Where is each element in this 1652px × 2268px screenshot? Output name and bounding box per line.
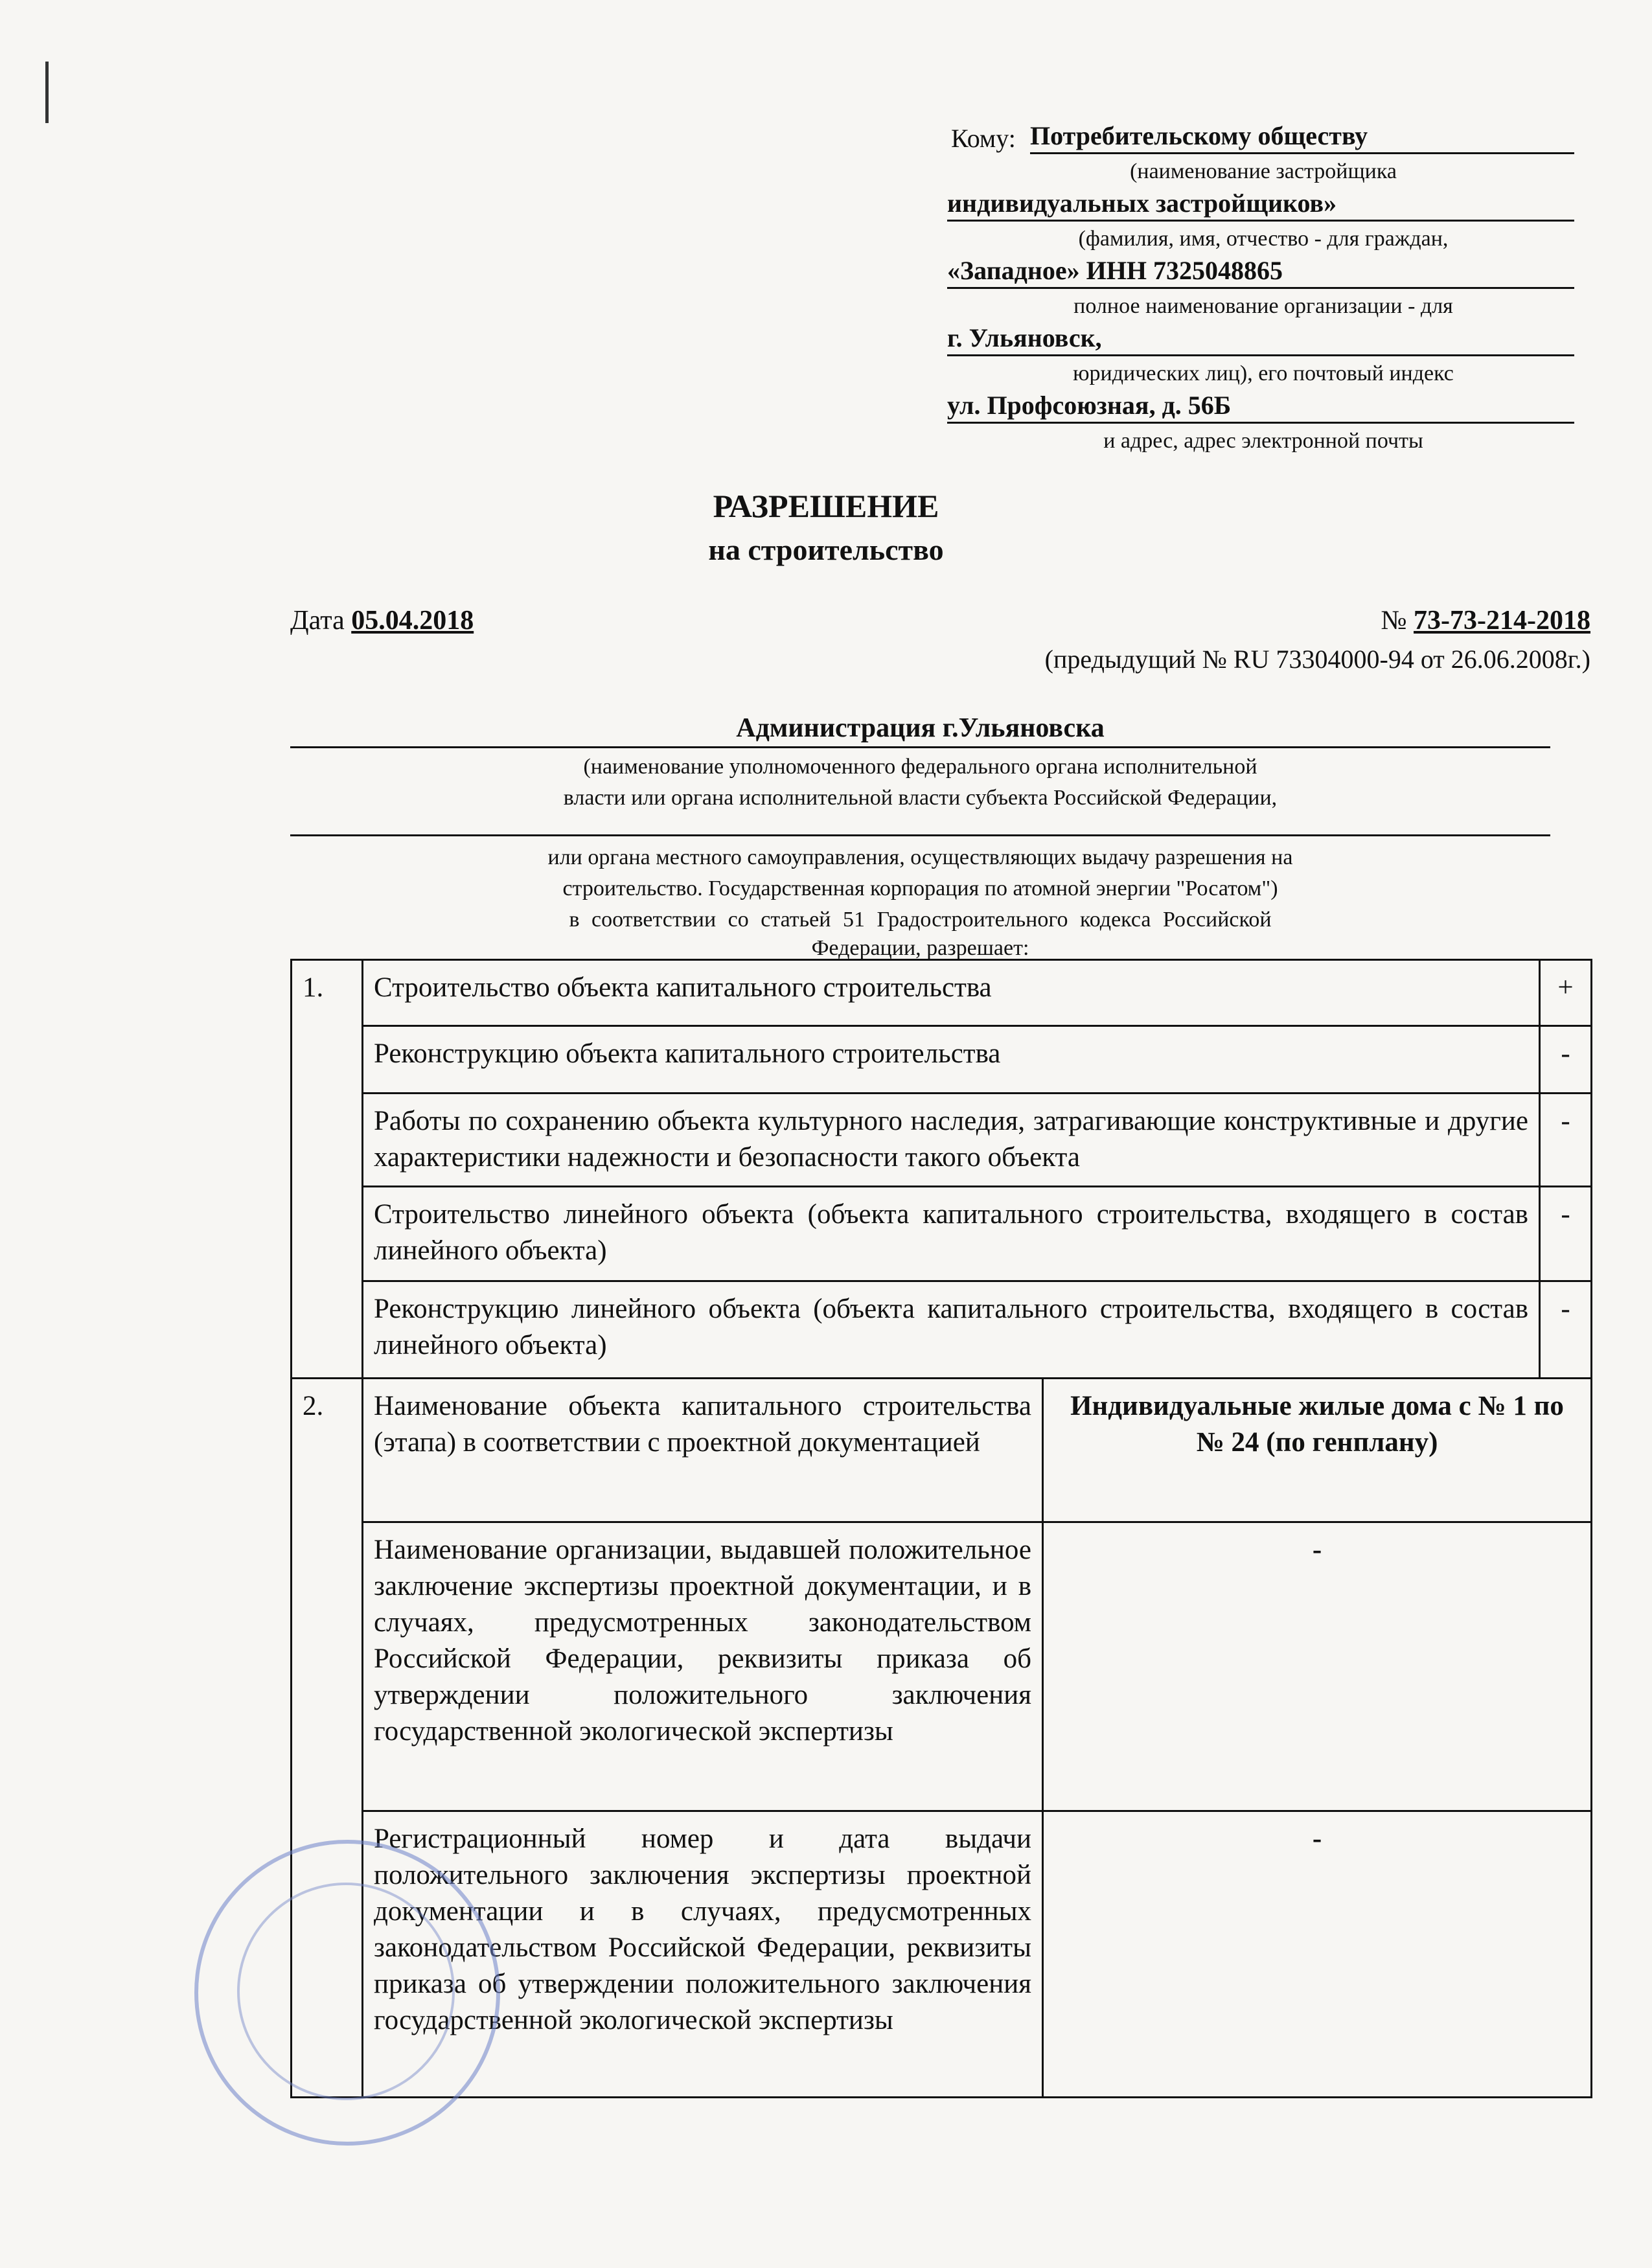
document-subtitle: на строительство (708, 533, 944, 566)
authority-note-3: или органа местного самоуправления, осуществляющих выдачу разрешения на (547, 845, 1293, 869)
row-text: Реконструкцию объекта капитального строительства (363, 1026, 1540, 1094)
addressee-note-5: и адрес, адрес электронной почты (1103, 429, 1423, 453)
row-text: Работы по сохранению объекта культурного наследия, затрагивающие конструктивные и другие характеристики надежности и безопасности такого объекта (363, 1094, 1540, 1187)
authority-note-1: (наименование уполномоченного федерального органа исполнительной (583, 755, 1257, 779)
number-label: № (1381, 606, 1407, 636)
row-mark: + (1540, 960, 1592, 1026)
addressee-line-2: индивидуальных застройщиков» (947, 188, 1574, 222)
row-text: Строительство объекта капитального строительства (363, 960, 1540, 1026)
table-row (292, 1379, 1592, 1522)
date-block (290, 605, 474, 636)
row-mark: - (1540, 1026, 1592, 1094)
table-row (292, 1026, 1592, 1094)
official-seal-inner-ring (237, 1883, 455, 2100)
previous-permit: (предыдущий № RU 73304000-94 от 26.06.2008г.) (1044, 645, 1590, 674)
to-label: Кому: (951, 124, 1016, 153)
authority-note-4: строительство. Государственная корпорация по атомной энергии "Росатом") (562, 876, 1278, 900)
authority-name: Администрация г.Ульяновска (290, 713, 1550, 748)
table-row (292, 1094, 1592, 1187)
row-value: - (1043, 1522, 1592, 1811)
row-value: Индивидуальные жилые дома с № 1 по № 24 (по генплану) (1043, 1379, 1592, 1522)
authority-note-2: власти или органа исполнительной власти субъекта Российской Федерации, (563, 786, 1278, 810)
authority-note-5: в соответствии со статьей 51 Градостроительного кодекса Российской (569, 908, 1272, 932)
row-value: - (1043, 1811, 1592, 2098)
document-title: РАЗРЕШЕНИЕ (713, 488, 939, 524)
row-text: Наименование объекта капитального строительства (этапа) в соответствии с проектной документацией (363, 1379, 1043, 1522)
addressee-line-4: г. Ульяновск, (947, 323, 1574, 356)
table-row (292, 1187, 1592, 1281)
addressee-note-1: (наименование застройщика (1130, 159, 1397, 183)
row-text: Реконструкцию линейного объекта (объекта капитального строительства, входящего в состав линейного объекта) (363, 1281, 1540, 1379)
addressee-note-4: юридических лиц), его почтовый индекс (1073, 361, 1454, 385)
row-mark: - (1540, 1281, 1592, 1379)
table-row (292, 1281, 1592, 1379)
authority-note-6: Федерации, разрешает: (811, 936, 1029, 960)
number-block (1296, 605, 1590, 636)
table-row (292, 960, 1592, 1026)
date-label: Дата (290, 606, 345, 636)
addressee-note-3: полное наименование организации - для (1073, 294, 1453, 318)
number-value: 73-73-214-2018 (1414, 606, 1590, 636)
date-value: 05.04.2018 (351, 606, 474, 636)
official-seal (194, 1840, 500, 2146)
addressee-line-5: ул. Профсоюзная, д. 56Б (947, 390, 1574, 424)
row-text: Регистрационный номер и дата выдачи положительного заключения экспертизы проектной документации и в случаях, предусмотренных законодательством Российской Федерации, реквизиты приказа об утверждении положительного заключения государственной экологической экспертизы (363, 1811, 1043, 2098)
row-text: Строительство линейного объекта (объекта капитального строительства, входящего в состав линейного объекта) (363, 1187, 1540, 1281)
row-text: Наименование организации, выдавшей положительное заключение экспертизы проектной документации, и в случаях, предусмотренных законодательством Российской Федерации, реквизиты приказа об утверждении положительного заключения государственной экологической экспертизы (363, 1522, 1043, 1811)
authority-divider (290, 834, 1550, 836)
row-mark: - (1540, 1187, 1592, 1281)
addressee-line-3: «Западное» ИНН 7325048865 (947, 255, 1574, 289)
scan-mark (45, 62, 49, 123)
addressee-line-1: Потребительскому обществу (1030, 120, 1574, 154)
table-row (292, 1522, 1592, 1811)
addressee-note-2: (фамилия, имя, отчество - для граждан, (1078, 227, 1449, 251)
row-mark: - (1540, 1094, 1592, 1187)
section-1-number: 1. (292, 960, 363, 1379)
section-2-number: 2. (292, 1379, 363, 2098)
